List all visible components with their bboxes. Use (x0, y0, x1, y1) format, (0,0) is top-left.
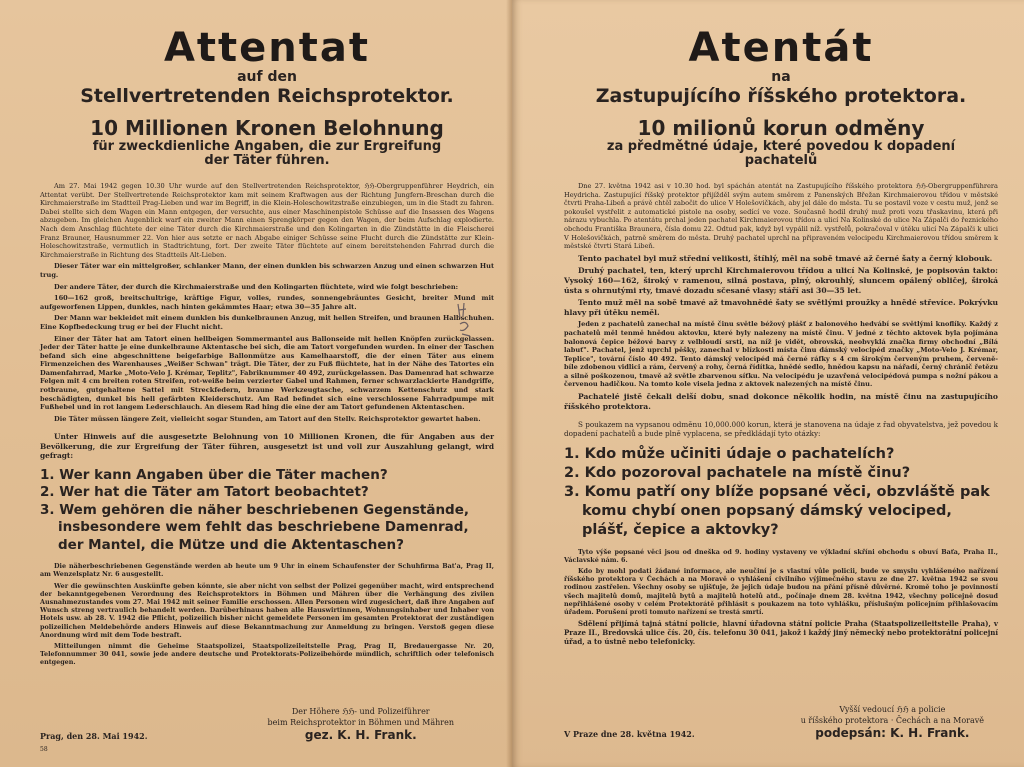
signature-line: Der Höhere ℌℌ- und Polizeiführer (291, 707, 430, 716)
reward-notice: S poukazem na vypsanou odměnu 10,000.000 korun, která je stanovena na údaje z řad obyvatelstva, jež povedou k dopadení pachatelů a bude plně vyplacena, se předkládají tyto otázky: (564, 420, 998, 439)
pencil-mark-icon (454, 300, 476, 340)
poster-title: Attentat (163, 25, 371, 71)
poster-subtitle-small: auf den (237, 69, 297, 85)
body-paragraph: Tento muž měl na sobě tmavé až tmavohnědé šaty se světlými proužky a hnědé střevíce. Pokrývku hlavy při útěku neměl. (564, 298, 998, 317)
reward-notice: Unter Hinweis auf die ausgesetzte Belohnung von 10 Millionen Kronen, die für Angaben aus der Bevölkerung, die zur Ergreifung der Täter führen, ausgesetzt ist und voll zur Auszahlung gelangt, wird gefragt: (40, 432, 494, 461)
poster-body (40, 182, 494, 461)
reward-heading: 10 milionů korun odměny (637, 116, 925, 140)
czech-poster (512, 0, 1024, 767)
signature-block (801, 704, 984, 741)
body-paragraph: Der Mann war bekleidet mit einem dunklen bis dunkelbraunen Anzug, mit hellen Streifen, und braunen Halbschuhen. Eine Kopfbedeckung trug er bei der Flucht nicht. (40, 314, 494, 331)
body-paragraph: Am 27. Mai 1942 gegen 10.30 Uhr wurde auf den Stellvertretenden Reichsprotektor, ℌℌ-Obergruppenführer Heydrich, ein Attentat verübt. Der Stellvertretende Reichsprotektor kam mit seinem Kraftwagen aus der Richtung Jungfern-Breschan durch die Kirchmaierstraße im Stadtteil Prag-Lieben und war im Begriff, in die Klein-Holeschowitzstraße einzubiegen, um in die Stadt zu fahren. Dabei stellte sich dem Wagen ein Mann entgegen, der versuchte, aus einer Maschinenpistole Schüsse auf die Insassen des Wagens abzugeben. Im gleichen Augenblick warf ein zweiter Mann einen Sprengkörper gegen den Wagen, der beim Aufschlag explodierte. Nach dem Anschlag flüchtete der eine Täter durch die Kirchmaierstraße und den Kolingarten in die Zündstätte in die Fleischerei Franz Brauner, Hausnummer 22. Von hier aus setzte er nach Abgabe einiger Schüsse seine Flucht durch die Zündstätte zur Klein-Holeschowitzstraße, vermutlich in Stadtrichtung, fort. Der zweite Täter flüchtete auf einem bereitstehenden Fahrrad durch die Kirchmaierstraße in Richtung des Stadtteils Alt-Lieben. (40, 182, 494, 259)
poster-subtitle: Zastupujícího říšského protektora. (595, 85, 967, 107)
signature-line: Vyšší vedoucí ℌℌ a policie (839, 705, 946, 714)
body-paragraph: Dieser Täter war ein mittelgroßer, schlanker Mann, der einen dunklen bis schwarzen Anzug und einen schwarzen Hut trug. (40, 262, 494, 279)
question-item: 3. Komu patří ony blíže popsané věci, obzvláště pak komu chybí onen popsaný dámský velociped, plášť, čepice a aktovky? (564, 483, 990, 538)
signature-name: gez. K. H. Frank. (304, 728, 417, 742)
body-paragraph: Tyto výše popsané věci jsou od dneška od 9. hodiny vystaveny ve výkladní skříni obchodu s obuví Baťa, Praha II., Václavské nám. 6. (564, 547, 998, 564)
body-paragraph: Sdělení přijímá tajná státní policie, hlavní úřadovna státní policie Praha (Staatspolizeileitstelle Praha), v Praze II., Bredovská ulice čís. 20, čís. telefonu 30 041, jakož i každý jiný německý nebo protektorátní policejní úřad, a to ústně nebo telefonicky. (564, 619, 998, 647)
page-number: 58 (40, 746, 48, 753)
body-paragraph: Kdo by mohl podati žádané informace, ale neučiní je s vlastní vůle policii, bude ve smyslu vyhlášeného nařízení říšského protektora v Čechách a na Moravě o vyhlášení civilního výjimečného stavu ze dne 27. května 1942 se svou rodinou zastřelen. Všechny osoby se ujišťuje, že jejich údaje budou na přání přísně důvěrné. Kromě toho je povinností všech majitelů domů, majitelů bytů a majitelů hotelů atd., počínaje dnem 28. května 1942, všechny policejně dosud nepřihlášené osoby v celém Protektorátě přihlásit s poukazem na toto vyhlášku, příslušným policejním přihlašovacím úřadem. Porušení proti tomuto nařízení se trestá smrtí. (564, 567, 998, 617)
body-paragraph: Tento pachatel byl muž střední velikosti, štíhlý, měl na sobě tmavé až černé šaty a černý klobouk. (578, 253, 993, 263)
question-item: 3. Wem gehören die näher beschriebenen Gegenstände, insbesondere wem fehlt das beschriebene Damenrad, der Mantel, die Mütze und die Aktentaschen? (40, 501, 470, 553)
reward-heading: 10 Millionen Kronen Belohnung (90, 116, 444, 140)
question-list (40, 467, 494, 555)
body-paragraph: Der andere Täter, der durch die Kirchmaierstraße und den Kolingarten flüchtete, wird wie folgt beschrieben: (54, 282, 459, 291)
body-paragraph: Mitteilungen nimmt die Geheime Staatspolizei, Staatspolizeileitstelle Prag, Prag II, Bredauergasse Nr. 20, Telefonnummer 30 041, sowie jede andere deutsche und Protektorats-Polizeibehörde mündlich, schriftlich oder telefonisch entgegen. (40, 641, 494, 667)
reward-subheading: für zweckdienliche Angaben, die zur Ergreifung der Täter führen. (92, 139, 442, 168)
body-paragraph: Jeden z pachatelů zanechal na místě činu světle béžový plášť z balonového hedvábí se světlými knoflíky. Každý z pachatelů měl tenmě hnědou aktovku, které byly nalezeny na místě činu. V jedné z těchto aktovek byla pojímána balonová čepice béžové barvy z velbloudí srsti, na níž je vidět, obrovská, neobvyklá značka firmy obchodní „Bílá labuť". Pachatel, jenž uprchl pěšky, zanechal v blízkosti místa činu dámský velocipéd značky „Moto-Velo J. Krémar, Teplice", tovární číslo 40 492. Tento dámský velocipéd má černé ráfky s 4 cm širokým červeným pruhem, červeně-bíle zdobenou vidlici a rám, červený a rohy, černá řídítka, hnědé sedlo, hnědou kapsu na nářadí, černý chránič řetězu a silně poškozenou, tmavě až světle zbarvenou síťku. Na velocipédu je uzavřená velocipédová pumpa s nožní pákou a červenou hadičkou. Na tomto kole visela jedna z aktovek nalezených na místě činu. (564, 320, 999, 389)
poster-title: Atentát (688, 25, 874, 71)
question-item: 1. Kdo může učiniti údaje o pachatelích? (564, 445, 895, 462)
body-paragraph: Dne 27. května 1942 asi v 10.30 hod. byl spáchán atentát na Zastupujícího říšského protektora ℌℌ-Obergruppenführera Heydricha. Zastupující říšský protektor přijížděl svým autem směrem z Panenských Břežan Kirchmaierovou třídou v městské čtvrti Praha-Libeň a právě chtěl zabočit do ulice V Holešovičkách, aby jel dále do města. Tu se postavil voze v cestu muž, jenž se pokoušel vystřelit z automatické pistole na osoby, sedící ve voze. Současně hodil druhý muž proti vozu třaskavinu, která při nárazu vybuchla. Po atentátu prchal jeden pachatel Kirchmaierovou třídou a ulicí Na Kolinské do ulice Na Zápalči do řeznického obchodu Františka Braunera, čísla domu 22. Odtud pak, když byl vypálil níž. vystřelů, pokračoval v útěku ulicí Na Zápalči k ulici V Holešovičkách, patrně směrem do města. Druhý pachatel uprchl na připraveném velocipedu Kirchmaierovou třídou směrem k městské čtvrti Stará Libeň. (564, 182, 998, 251)
poster-subtitle: Stellvertretenden Reichsprotektor. (80, 85, 454, 107)
signature-name: podepsán: K. H. Frank. (815, 726, 970, 740)
question-list (564, 445, 998, 540)
body-paragraph: Wer die gewünschten Auskünfte geben könnte, sie aber nicht von selbst der Polizei gegenüber macht, wird entsprechend der bekanntgegebenen Verordnung des Reichsprotektors in Böhmen und Mähren über die Verhängung des zivilen Ausnahmezustandes vom 27. Mai 1942 mit seiner Familie erschossen. Allen Personen wird zugesichert, daß ihre Angaben auf Wunsch streng vertraulich behandelt werden. Darüberhinaus haben alle Hauswirtinnen, Wohnungsinhaber und Inhaber von Hotels usw. ab 28. V. 1942 die Pflicht, polizeilich bisher nicht gemeldete Personen im gesamten Protektorat der zuständigen polizeilichen Meldebehörde anders Hinweis auf diese Bekanntmachung zur Anmeldung zu bringen. Verstoß gegen diese Anordnung wird mit dem Tode bestraft. (40, 581, 494, 639)
body-paragraph: Die Täter müssen längere Zeit, vielleicht sogar Stunden, am Tatort auf den Stellv. Reichsprotektor gewartet haben. (54, 414, 481, 423)
signature-line: u říšského protektora · Čechách a na Moravě (800, 716, 984, 725)
body-paragraph: Pachatelé jistě čekali delší dobu, snad dokonce několik hodin, na místě činu na zastupujícího říšského protektora. (564, 392, 998, 411)
question-item: 2. Wer hat die Täter am Tatort beobachtet? (40, 484, 369, 501)
question-item: 2. Kdo pozoroval pachatele na místě činu? (564, 464, 911, 481)
question-item: 1. Wer kann Angaben über die Täter machen? (40, 466, 388, 483)
poster-subtitle-small: na (771, 69, 791, 85)
body-paragraph: Druhý pachatel, ten, který uprchl Kirchmaierovou třídou a ulicí Na Kolinské, je popisován takto: Vysoký 160—162, široký v ramenou, silná postava, plný, okrouhlý, sluncem opálený obličej, široká ústa s ohrnutými rty, tmavé dozadu sčesané vlasy; stáří asi 30—35 let. (564, 266, 998, 295)
after-questions (564, 548, 998, 647)
place-date: Prag, den 28. Mai 1942. (40, 731, 148, 741)
signature-line: beim Reichsprotektor in Böhmen und Mähren (267, 718, 454, 727)
place-date: V Praze dne 28. května 1942. (564, 729, 695, 739)
body-paragraph: Einer der Täter hat am Tatort einen hellbeigen Sommermantel aus Ballonseide mit hellen Knöpfen zurückgelassen. Jeder der Täter hatte je eine dunkelbraune Aktentasche bei sich, die am Tatort vorgefunden wurden. In einer der Taschen befand sich eine abgeschnittene beigefarbige Ballonmütze aus Kamelhaarstoff, die der einen Täter aus einem Firmenzeichen des Warenhauses „Weißer Schwan" trägt. Die Täter, der zu Fuß flüchtete, hat in der Nähe des Tatortes ein Damenfahrrad, Marke „Moto-Velo J. Krémar, Teplitz", Fabriknummer 40 492, zurückgelassen. Das Damenrad hat schwarze Felgen mit 4 cm breiten roten Streifen, rot-weiße beim verzierter Gabel und Rahmen, ferner schwarzlackierte Handgriffe, rotbraune, gutgehaltene Sattel mit Streckfedern, braune Werkzeugtasche, schwarzem Kettenschutz und stark beschädigten, dunkel bis hell gefärbten Kleiderschutz. Am Rad befindet sich eine verschlossene Fahrradpumpe mit Fußhebel und in rot langem Lederschlauch. An diesem Rad hing die eine der am Tatort gefundenen Aktentaschen. (40, 334, 494, 412)
poster-body (564, 182, 998, 439)
reward-subheading: za předmětné údaje, které povedou k dopadení pachatelů (606, 139, 956, 168)
signature-block (268, 706, 454, 743)
body-paragraph: Die näherbeschriebenen Gegenstände werden ab heute um 9 Uhr in einem Schaufenster der Schuhfirma Bat'a, Prag II, am Wenzelsplatz Nr. 6 ausgestellt. (40, 562, 494, 579)
body-paragraph: 160—162 groß, breitschultrige, kräftige Figur, volles, rundes, sonnengebräuntes Gesicht, breiter Mund mit aufgeworfenen Lippen, dunkles, nach hinten gekämmtes Haar; etwa 30—35 Jahre alt. (40, 294, 494, 311)
after-questions (40, 562, 494, 666)
